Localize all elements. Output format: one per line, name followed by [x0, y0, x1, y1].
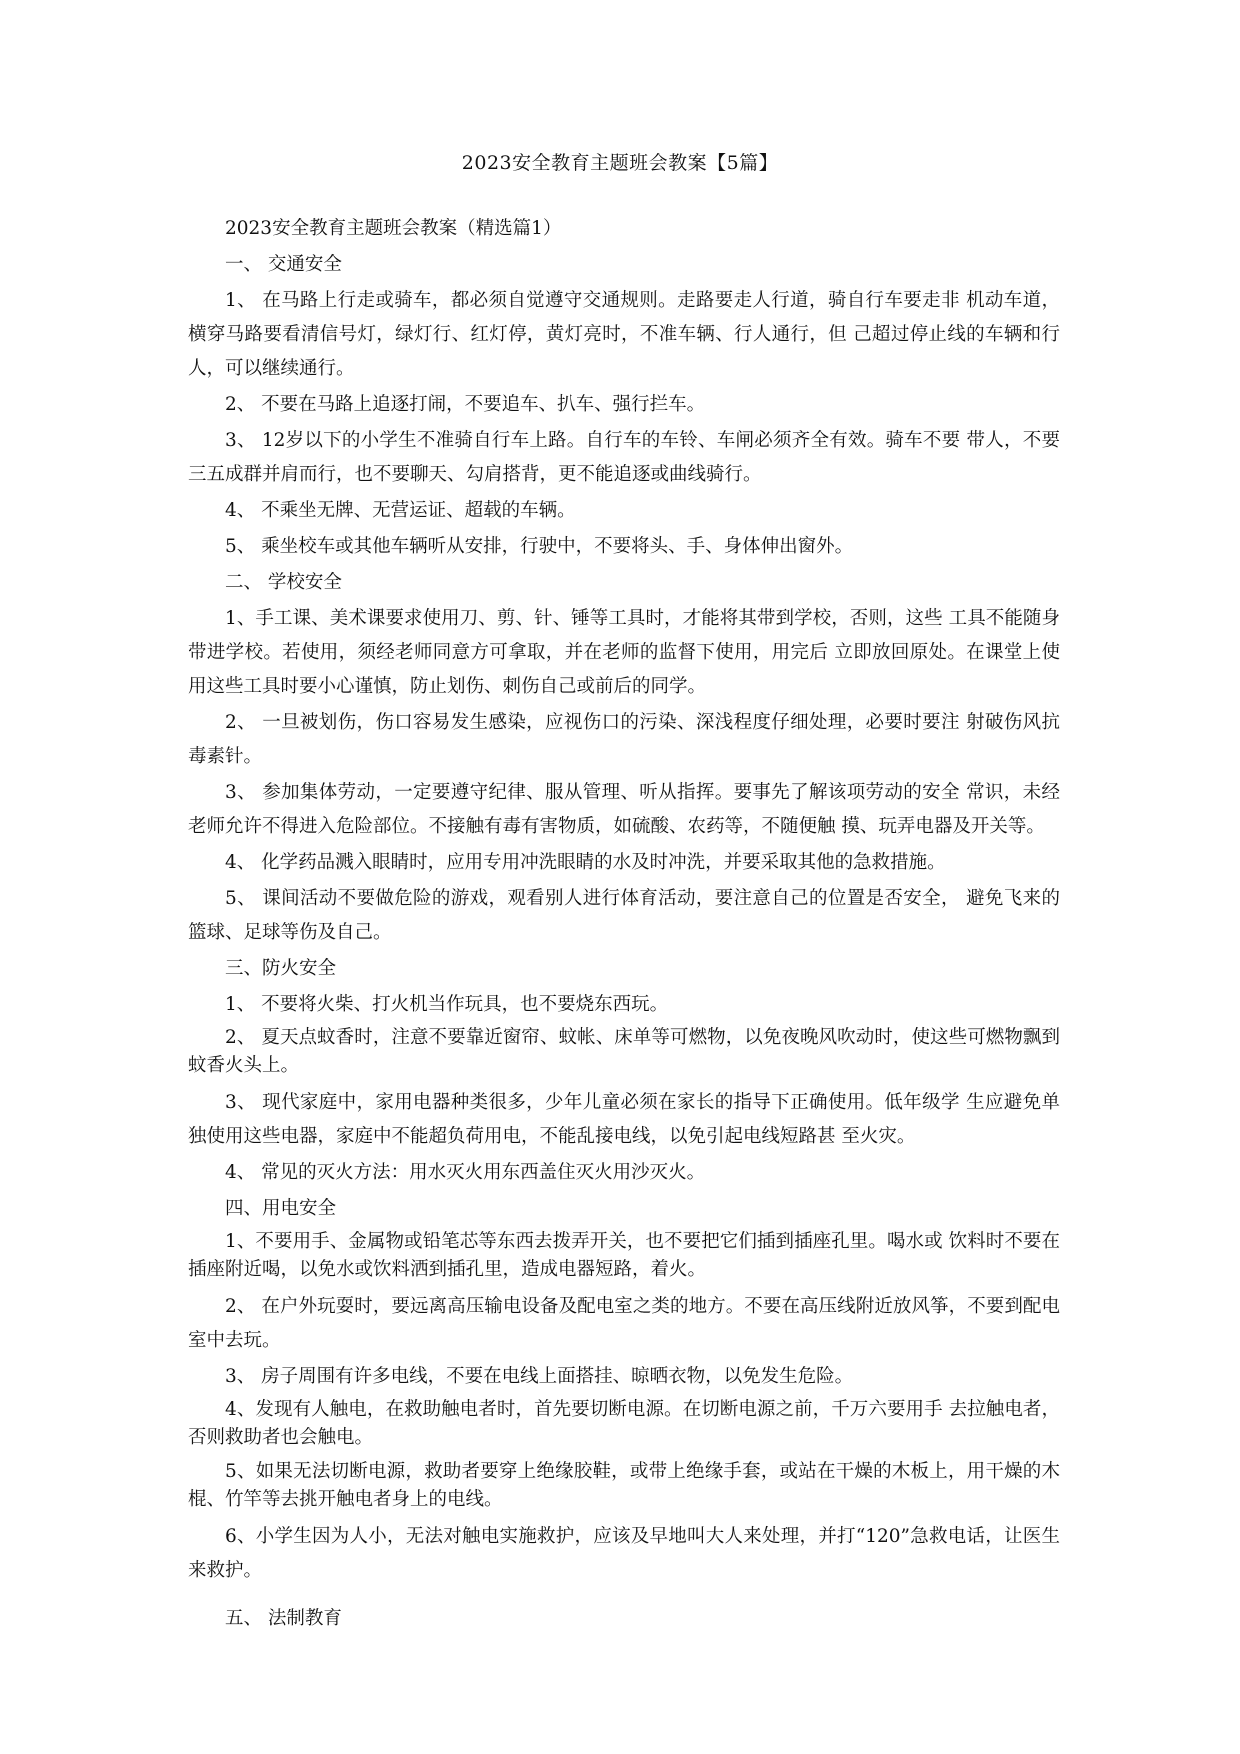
paragraph: 1、手工课、美术课要求使用刀、剪、针、锤等工具时，才能将其带到学校，否则，这些 工具不能随身带进学校。若使用，须经老师同意方可拿取，并在老师的监督下使用，用完后 立即放回原处。在课堂上使用这些工具时要小心谨慎，防止划伤、刺伤自己或前后的同学。	[188, 608, 1060, 697]
paragraph: 4、 不乘坐无牌、无营运证、超载的车辆。	[225, 500, 576, 521]
paragraph: 2、 在户外玩耍时，要远离高压输电设备及配电室之类的地方。不要在高压线附近放风筝，不要到配电室中去玩。	[188, 1296, 1060, 1351]
paragraph: 2、 夏天点蚊香时，注意不要靠近窗帘、蚊帐、床单等可燃物，以免夜晚风吹动时，使这些可燃物飘到蚊香火头上。	[188, 1027, 1060, 1076]
paragraph: 五、 法制教育	[225, 1608, 342, 1629]
paragraph: 一、 交通安全	[225, 254, 342, 275]
paragraph: 二、 学校安全	[225, 572, 342, 593]
document-body	[188, 212, 1060, 1638]
paragraph: 4、 常见的灭火方法：用水灭火用东西盖住灭火用沙灭火。	[225, 1162, 706, 1183]
paragraph: 3、 现代家庭中，家用电器种类很多，少年儿童必须在家长的指导下正确使用。低年级学 生应避免单独使用这些电器，家庭中不能超负荷用电，不能乱接电线，以免引起电线短路甚 至火灾。	[188, 1092, 1060, 1147]
paragraph: 2、 不要在马路上追逐打闹，不要追车、扒车、强行拦车。	[225, 394, 706, 415]
document-title: 2023安全教育主题班会教案【5篇】	[461, 152, 779, 174]
paragraph: 6、小学生因为人小，无法对触电实施救护，应该及早地叫大人来处理，并打“120”急救电话，让医生来救护。	[188, 1526, 1060, 1581]
paragraph: 5、 课间活动不要做危险的游戏，观看别人进行体育活动，要注意自己的位置是否安全， 避免飞来的篮球、足球等伤及自己。	[188, 888, 1060, 943]
paragraph: 4、发现有人触电，在救助触电者时，首先要切断电源。在切断电源之前，千万六要用手 去拉触电者，否则救助者也会触电。	[188, 1399, 1060, 1448]
paragraph: 3、 房子周围有许多电线，不要在电线上面搭挂、晾晒衣物，以免发生危险。	[225, 1366, 854, 1387]
paragraph: 2、 一旦被划伤，伤口容易发生感染，应视伤口的污染、深浅程度仔细处理，必要时要注 射破伤风抗毒素针。	[188, 712, 1060, 767]
paragraph: 四、用电安全	[225, 1198, 337, 1219]
paragraph: 5、如果无法切断电源，救助者要穿上绝缘胶鞋，或带上绝缘手套，或站在干燥的木板上，用干燥的木棍、竹竿等去挑开触电者身上的电线。	[188, 1461, 1060, 1510]
paragraph: 1、 在马路上行走或骑车，都必须自觉遵守交通规则。走路要走人行道，骑自行车要走非 机动车道，横穿马路要看清信号灯，绿灯行、红灯停，黄灯亮时，不准车辆、行人通行，但 己超过停止线的车辆和行人，可以继续通行。	[188, 290, 1060, 379]
paragraph: 3、 参加集体劳动，一定要遵守纪律、服从管理、听从指挥。要事先了解该项劳动的安全 常识，未经老师允许不得进入危险部位。不接触有毒有害物质，如硫酸、农药等，不随便触 摸、玩弄电器及开关等。	[188, 782, 1060, 837]
paragraph: 2023安全教育主题班会教案（精选篇1）	[225, 218, 562, 239]
paragraph: 4、 化学药品溅入眼睛时，应用专用冲洗眼睛的水及时冲洗，并要采取其他的急救措施。	[225, 852, 946, 873]
paragraph: 5、 乘坐校车或其他车辆听从安排，行驶中，不要将头、手、身体伸出窗外。	[225, 536, 854, 557]
paragraph: 3、 12岁以下的小学生不准骑自行车上路。自行车的车铃、车闸必须齐全有效。骑车不要 带人，不要三五成群并肩而行，也不要聊天、勾肩搭背，更不能追逐或曲线骑行。	[188, 430, 1060, 485]
paragraph: 三、防火安全	[225, 958, 337, 979]
paragraph: 1、 不要将火柴、打火机当作玩具，也不要烧东西玩。	[225, 994, 669, 1015]
paragraph: 1、不要用手、金属物或铅笔芯等东西去拨弄开关，也不要把它们插到插座孔里。喝水或 饮料时不要在插座附近喝，以免水或饮料洒到插孔里，造成电器短路，着火。	[188, 1231, 1060, 1280]
